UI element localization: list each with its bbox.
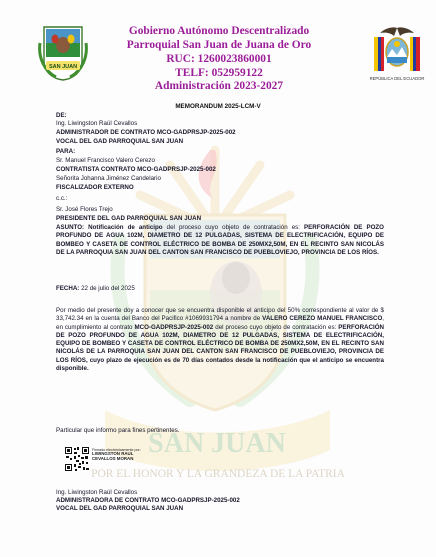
closing-text: Particular que informo para fines pertinentes. bbox=[56, 427, 180, 434]
asunto-mid: del proceso cuyo objeto de contratación es: bbox=[162, 224, 305, 231]
body-object: PERFORACIÓN DE POZO PROFUNDO DE AGUA 102M, DIAMETRO DE 12 PULGADAS, SISTEMA DE ELECTRIFICACIÓN, EQUIPO DE BOMBEO Y CASETA DE CONTROL ELÉCTRICO DE BOMBA DE 250MX2,50M, EN EL RECINTO SAN NICOLÁS DE LA PARROQUIA SAN JUAN DEL CANTON SAN FRANCISCO DE PUEBLOVIEJO, PROVINCIA DE LOS RÍOS bbox=[56, 323, 384, 364]
header-line-2: Parroquial San Juan de Juana de Oro bbox=[126, 39, 312, 51]
cc-role: PRESIDENTE DEL GAD PARROQUIAL SAN JUAN bbox=[56, 215, 202, 222]
signature-name: Ing. Liwingston Raúl Cevallos bbox=[56, 489, 138, 496]
para-role-1: CONTRATISTA CONTRATO MCO-GADPRSJP-2025-002 bbox=[56, 166, 216, 173]
qr-caption-line-1: Firmado electrónicamente por: bbox=[92, 448, 141, 452]
body-text-1: Por medio del presente doy a conocer que se encuentra disponible el anticipo del 50% correspondiente al valor de $ 33,742.34 en la cuenta del Banco del Pacifico #1069931794 a nombre de bbox=[56, 307, 384, 323]
asunto-object: PERFORACIÓN DE POZO PROFUNDO DE AGUA 102M, DIAMETRO DE 12 PULGADAS, SISTEMA DE ELECTRIFICACIÓN, EQUIPO DE BOMBEO Y CASETA DE CONTROL ELÉCTRICO DE BOMBA DE 250MX2,50M, EN EL RECINTO SAN NICOLÁS DE LA PARROQUIA SAN JUAN DEL CANTON SAN FRANCISCO DE PUEBLOVIEJO, PROVINCIA DE LOS RÍOS. bbox=[56, 224, 384, 256]
de-label: DE: bbox=[56, 112, 67, 119]
body-contract-number: MCO-GADPRSJP-2025-002 bbox=[134, 323, 214, 331]
body-paragraph bbox=[56, 307, 384, 373]
cc-name: Sr. José Flores Trejo bbox=[56, 206, 113, 213]
parish-emblem-logo bbox=[38, 23, 88, 81]
signature-role-2: VOCAL DEL GAD PARROQUIAL SAN JUAN bbox=[56, 505, 184, 512]
fecha-label: FECHA: bbox=[56, 285, 80, 292]
asunto-label: ASUNTO: bbox=[56, 224, 85, 231]
memo-number: MEMORANDUM 2025-LCM-V bbox=[175, 103, 261, 110]
ecuador-coat-of-arms bbox=[370, 25, 424, 75]
header-phone: TELF: 052959122 bbox=[175, 67, 263, 79]
ecuador-label: REPÚBLICA DEL ECUADOR bbox=[369, 76, 425, 81]
qr-caption bbox=[92, 448, 141, 461]
fecha-value: 22 de julio del 2025 bbox=[81, 285, 135, 292]
para-name-2: Señorita Johanna Jiménez Candelario bbox=[56, 175, 161, 182]
header-ruc: RUC: 1260023860001 bbox=[166, 53, 272, 65]
de-role-2: VOCAL DEL GAD PARROQUIAL SAN JUAN bbox=[56, 138, 184, 145]
emblem-text: SAN JUAN bbox=[48, 64, 78, 70]
fecha-line bbox=[56, 285, 135, 293]
asunto-paragraph bbox=[56, 224, 384, 257]
signature-qr-code bbox=[64, 446, 90, 472]
header-line-1: Gobierno Autónomo Descentralizado bbox=[128, 25, 310, 37]
qr-caption-line-2: LIWINGSTON RAUL bbox=[92, 451, 134, 457]
header-administration: Administración 2023-2027 bbox=[154, 80, 284, 92]
body-text-4: , cuyo plazo de ejecución es de 70 días contados desde la notificación que el anticipo se encuentra disponible. bbox=[56, 356, 384, 373]
para-label: PARA: bbox=[56, 148, 76, 155]
de-name: Ing. Liwingston Raúl Cevallos bbox=[56, 120, 138, 127]
body-text-2: , en cumplimiento al contrato bbox=[56, 315, 384, 331]
cc-label: c.c.: bbox=[56, 195, 68, 202]
signature-role-1: ADMINISTRADORA DE CONTRATO MCO-GADPRSJP-2025-002 bbox=[56, 497, 240, 504]
watermark-name: SAN JUAN bbox=[148, 428, 286, 459]
para-name-1: Sr. Manuel Francisco Valero Cerezo bbox=[56, 157, 155, 164]
body-contractor: VALERO CEREZO MANUEL FRANCISCO bbox=[262, 315, 383, 323]
watermark-motto: POR EL HONOR Y LA GRANDEZA DE LA PATRIA bbox=[91, 468, 345, 480]
para-role-2: FISCALIZADOR EXTERNO bbox=[56, 184, 134, 191]
asunto-lead: Notificación de anticipo bbox=[88, 224, 163, 231]
body-text-3: del proceso cuyo objeto de contratación es: bbox=[213, 323, 339, 331]
qr-caption-line-3: CEVALLOS MORAN bbox=[92, 455, 134, 461]
de-role-1: ADMINISTRADOR DE CONTRATO MCO-GADPRSJP-2025-002 bbox=[56, 129, 236, 136]
